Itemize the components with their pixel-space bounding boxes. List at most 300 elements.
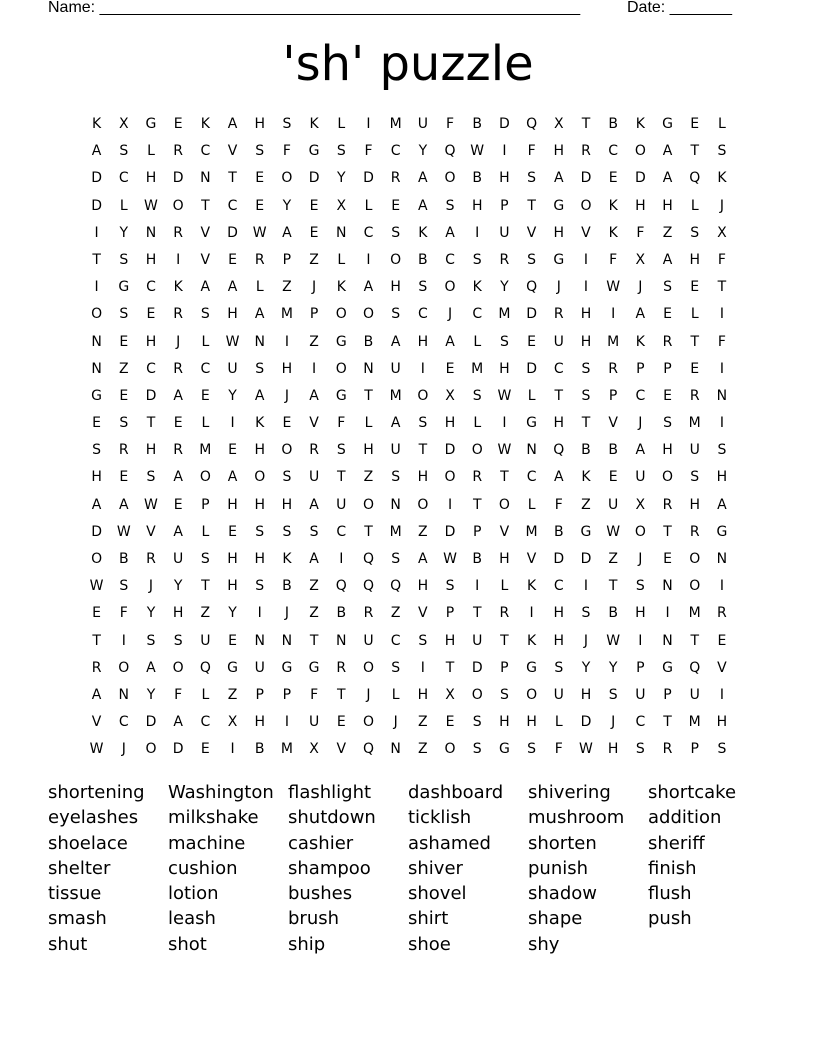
grid-letter[interactable]: S (690, 224, 700, 241)
grid-letter[interactable]: T (663, 714, 672, 731)
grid-letter[interactable]: N (390, 741, 401, 758)
grid-letter[interactable]: I (257, 605, 262, 622)
grid-letter[interactable]: G (553, 251, 565, 268)
grid-letter[interactable]: H (145, 333, 157, 350)
grid-letter[interactable]: F (310, 686, 319, 703)
grid-letter[interactable]: M (389, 116, 402, 132)
grid-letter[interactable]: S (472, 251, 482, 268)
grid-letter[interactable]: U (689, 686, 700, 703)
grid-letter[interactable]: E (309, 224, 319, 241)
grid-letter[interactable]: E (119, 387, 129, 404)
grid-letter[interactable]: P (500, 197, 509, 214)
grid-letter[interactable]: H (254, 496, 265, 513)
grid-letter[interactable]: N (254, 632, 265, 649)
grid-letter[interactable]: O (254, 469, 266, 486)
grid-letter[interactable]: K (309, 116, 319, 132)
grid-letter[interactable]: S (418, 632, 428, 649)
grid-letter[interactable]: D (580, 170, 592, 187)
grid-letter[interactable]: F (554, 741, 563, 758)
grid-letter[interactable]: H (635, 197, 646, 214)
grid-letter[interactable]: J (176, 333, 181, 350)
grid-letter[interactable]: E (200, 741, 210, 758)
grid-letter[interactable]: E (282, 415, 292, 432)
grid-letter[interactable]: L (500, 578, 509, 595)
grid-letter[interactable]: P (500, 659, 509, 676)
grid-letter[interactable]: N (336, 632, 347, 649)
grid-letter[interactable]: R (173, 442, 184, 459)
grid-letter[interactable]: R (309, 442, 319, 459)
grid-letter[interactable]: O (172, 659, 184, 676)
grid-letter[interactable]: Z (309, 578, 319, 595)
grid-letter[interactable]: J (366, 686, 371, 703)
grid-letter[interactable]: I (638, 632, 643, 649)
grid-letter[interactable]: O (689, 578, 701, 595)
grid-letter[interactable]: O (634, 143, 646, 160)
grid-letter[interactable]: T (663, 523, 672, 540)
grid-letter[interactable]: H (417, 686, 429, 703)
grid-letter[interactable]: C (390, 632, 401, 649)
grid-letter[interactable]: O (417, 496, 429, 513)
grid-letter[interactable]: Y (337, 170, 346, 187)
grid-letter[interactable]: N (145, 224, 157, 241)
grid-letter[interactable]: K (92, 116, 102, 132)
grid-letter[interactable]: E (391, 197, 401, 214)
grid-letter[interactable]: E (119, 333, 129, 350)
grid-letter[interactable]: J (284, 605, 289, 622)
grid-letter[interactable]: E (228, 251, 237, 268)
grid-letter[interactable]: P (608, 387, 618, 404)
grid-letter[interactable]: U (308, 714, 320, 731)
grid-letter[interactable]: I (665, 605, 670, 622)
grid-letter[interactable]: H (254, 442, 265, 459)
grid-letter[interactable]: Q (390, 578, 402, 595)
grid-letter[interactable]: S (581, 605, 591, 622)
grid-letter[interactable]: E (608, 170, 618, 187)
grid-letter[interactable]: X (227, 714, 238, 731)
grid-letter[interactable]: T (418, 442, 428, 459)
grid-letter[interactable]: R (608, 360, 619, 377)
grid-letter[interactable]: Z (608, 551, 618, 567)
grid-letter[interactable]: Y (119, 224, 129, 241)
grid-letter[interactable]: D (526, 360, 537, 377)
grid-letter[interactable]: A (553, 170, 564, 187)
grid-letter[interactable]: G (335, 333, 347, 350)
grid-letter[interactable]: S (472, 714, 482, 731)
grid-letter[interactable]: H (390, 279, 401, 296)
grid-letter[interactable]: Z (282, 279, 292, 296)
grid-letter[interactable]: C (118, 714, 129, 731)
grid-letter[interactable]: U (363, 632, 374, 649)
grid-letter[interactable]: T (445, 659, 455, 676)
grid-letter[interactable]: H (553, 605, 565, 622)
grid-letter[interactable]: D (499, 116, 510, 132)
grid-letter[interactable]: I (719, 306, 724, 323)
grid-letter[interactable]: Q (362, 741, 374, 758)
grid-letter[interactable]: U (635, 686, 646, 703)
grid-letter[interactable]: A (254, 306, 265, 323)
grid-letter[interactable]: V (227, 143, 238, 160)
grid-letter[interactable]: I (94, 224, 99, 241)
grid-letter[interactable]: S (119, 143, 129, 160)
grid-letter[interactable]: G (580, 523, 592, 540)
grid-letter[interactable]: I (583, 578, 589, 595)
grid-letter[interactable]: U (390, 442, 401, 459)
grid-letter[interactable]: M (498, 306, 511, 323)
grid-letter[interactable]: K (608, 224, 618, 241)
grid-letter[interactable]: Y (581, 659, 591, 676)
grid-letter[interactable]: L (718, 116, 726, 132)
grid-letter[interactable]: H (254, 116, 265, 132)
grid-letter[interactable]: S (527, 170, 537, 187)
grid-letter[interactable]: T (364, 523, 373, 540)
grid-letter[interactable]: P (636, 659, 645, 676)
grid-letter[interactable]: T (337, 469, 346, 486)
grid-letter[interactable]: B (472, 170, 483, 187)
grid-letter[interactable]: W (497, 442, 512, 459)
grid-letter[interactable]: V (526, 224, 537, 241)
grid-letter[interactable]: T (554, 387, 564, 404)
grid-letter[interactable]: K (336, 279, 346, 296)
grid-letter[interactable]: I (339, 551, 344, 567)
grid-letter[interactable]: A (173, 387, 183, 404)
grid-letter[interactable]: Y (608, 659, 618, 676)
grid-letter[interactable]: P (445, 605, 455, 622)
grid-letter[interactable]: E (690, 116, 700, 132)
grid-letter[interactable]: Z (227, 686, 238, 703)
grid-letter[interactable]: E (445, 714, 455, 731)
grid-letter[interactable]: V (91, 714, 102, 731)
grid-letter[interactable]: H (417, 578, 429, 595)
grid-letter[interactable]: G (91, 387, 103, 404)
grid-letter[interactable]: H (580, 333, 592, 350)
grid-letter[interactable]: B (472, 116, 483, 132)
grid-letter[interactable]: Q (526, 116, 538, 132)
grid-letter[interactable]: I (366, 251, 371, 268)
grid-letter[interactable]: R (499, 605, 510, 622)
grid-letter[interactable]: O (362, 714, 374, 731)
grid-letter[interactable]: J (284, 387, 289, 404)
grid-letter[interactable]: S (527, 251, 537, 268)
grid-letter[interactable]: I (366, 116, 371, 132)
grid-letter[interactable]: H (499, 170, 510, 187)
grid-letter[interactable]: T (472, 605, 482, 622)
grid-letter[interactable]: P (282, 686, 292, 703)
grid-letter[interactable]: K (282, 551, 292, 567)
grid-letter[interactable]: H (254, 714, 265, 731)
grid-letter[interactable]: V (146, 523, 156, 540)
grid-letter[interactable]: D (580, 551, 592, 567)
grid-letter[interactable]: F (717, 251, 726, 268)
grid-letter[interactable]: A (662, 143, 673, 160)
grid-letter[interactable]: F (282, 143, 291, 160)
grid-letter[interactable]: J (638, 279, 643, 296)
grid-letter[interactable]: W (606, 523, 621, 540)
grid-letter[interactable]: T (337, 686, 346, 703)
grid-letter[interactable]: A (227, 469, 238, 486)
grid-letter[interactable]: C (553, 360, 564, 377)
grid-letter[interactable]: R (118, 442, 129, 459)
grid-letter[interactable]: K (472, 279, 482, 296)
grid-letter[interactable]: R (173, 143, 184, 160)
grid-letter[interactable]: A (662, 251, 673, 268)
grid-letter[interactable]: L (119, 197, 128, 214)
grid-letter[interactable]: S (391, 551, 401, 567)
grid-letter[interactable]: C (146, 279, 156, 296)
grid-letter[interactable]: A (173, 523, 183, 540)
grid-letter[interactable]: G (662, 659, 673, 676)
grid-letter[interactable]: J (148, 578, 154, 595)
grid-letter[interactable]: S (581, 360, 591, 377)
grid-letter[interactable]: P (255, 686, 264, 703)
grid-letter[interactable]: J (719, 197, 724, 214)
grid-letter[interactable]: C (553, 578, 564, 595)
grid-letter[interactable]: C (200, 714, 211, 731)
grid-letter[interactable]: D (145, 387, 157, 404)
grid-letter[interactable]: V (499, 523, 510, 540)
grid-letter[interactable]: A (418, 551, 428, 567)
grid-letter[interactable]: B (363, 333, 374, 350)
grid-letter[interactable]: O (471, 686, 483, 703)
grid-letter[interactable]: H (227, 496, 238, 513)
grid-letter[interactable]: A (662, 170, 673, 187)
grid-letter[interactable]: R (254, 251, 265, 268)
grid-letter[interactable]: T (690, 333, 699, 350)
grid-letter[interactable]: P (690, 741, 699, 758)
grid-letter[interactable]: M (688, 415, 701, 432)
grid-letter[interactable]: S (445, 197, 455, 214)
grid-letter[interactable]: V (336, 741, 347, 758)
grid-letter[interactable]: K (527, 632, 537, 649)
grid-letter[interactable]: T (717, 279, 727, 296)
grid-letter[interactable]: A (173, 469, 183, 486)
grid-letter[interactable]: V (200, 224, 211, 241)
grid-letter[interactable]: T (201, 197, 210, 214)
grid-letter[interactable]: O (471, 442, 483, 459)
grid-letter[interactable]: X (553, 116, 564, 132)
grid-letter[interactable]: X (336, 197, 347, 214)
grid-letter[interactable]: U (608, 496, 619, 513)
grid-letter[interactable]: S (336, 442, 346, 459)
grid-letter[interactable]: E (92, 415, 102, 432)
grid-letter[interactable]: H (716, 714, 728, 731)
grid-letter[interactable]: Q (362, 578, 374, 595)
grid-letter[interactable]: U (689, 442, 700, 459)
grid-letter[interactable]: E (663, 551, 672, 567)
grid-letter[interactable]: A (717, 496, 727, 513)
grid-letter[interactable]: H (227, 578, 238, 595)
grid-letter[interactable]: C (635, 714, 646, 731)
grid-letter[interactable]: T (228, 170, 237, 187)
grid-letter[interactable]: D (172, 741, 184, 758)
grid-letter[interactable]: K (635, 116, 645, 132)
grid-letter[interactable]: J (393, 714, 398, 731)
grid-letter[interactable]: H (91, 469, 102, 486)
grid-letter[interactable]: D (363, 170, 374, 187)
grid-letter[interactable]: H (716, 469, 728, 486)
grid-letter[interactable]: A (445, 224, 455, 241)
grid-letter[interactable]: E (717, 632, 727, 649)
grid-letter[interactable]: A (635, 306, 646, 323)
grid-letter[interactable]: A (227, 116, 238, 132)
grid-letter[interactable]: T (472, 496, 482, 513)
grid-letter[interactable]: O (417, 387, 429, 404)
grid-letter[interactable]: S (445, 578, 455, 595)
grid-letter[interactable]: S (146, 469, 156, 486)
grid-letter[interactable]: O (498, 496, 510, 513)
grid-letter[interactable]: M (389, 523, 402, 540)
grid-letter[interactable]: I (176, 251, 181, 268)
grid-letter[interactable]: X (445, 686, 455, 703)
grid-letter[interactable]: H (444, 415, 456, 432)
grid-letter[interactable]: U (390, 360, 401, 377)
grid-letter[interactable]: L (473, 333, 482, 350)
grid-letter[interactable]: M (280, 306, 293, 323)
grid-letter[interactable]: E (527, 333, 537, 350)
grid-letter[interactable]: P (636, 360, 645, 377)
grid-letter[interactable]: X (118, 116, 129, 132)
grid-letter[interactable]: H (580, 686, 592, 703)
grid-letter[interactable]: S (581, 387, 591, 404)
grid-letter[interactable]: I (121, 632, 126, 649)
grid-letter[interactable]: Z (309, 251, 319, 268)
grid-letter[interactable]: B (282, 578, 292, 595)
grid-letter[interactable]: M (280, 741, 293, 758)
grid-letter[interactable]: T (92, 632, 101, 649)
grid-letter[interactable]: M (688, 605, 701, 622)
grid-letter[interactable]: A (445, 333, 455, 350)
grid-letter[interactable]: D (526, 306, 537, 323)
grid-letter[interactable]: L (337, 251, 346, 268)
grid-letter[interactable]: C (227, 197, 238, 214)
grid-letter[interactable]: E (92, 605, 102, 622)
grid-letter[interactable]: O (444, 469, 456, 486)
grid-letter[interactable]: Q (335, 578, 347, 595)
grid-letter[interactable]: Z (418, 714, 428, 731)
grid-letter[interactable]: L (201, 523, 210, 540)
grid-letter[interactable]: B (581, 442, 591, 459)
grid-letter[interactable]: U (254, 659, 265, 676)
grid-letter[interactable]: G (281, 659, 293, 676)
grid-letter[interactable]: H (689, 251, 700, 268)
grid-letter[interactable]: A (390, 333, 401, 350)
grid-letter[interactable]: D (471, 659, 483, 676)
grid-letter[interactable]: Z (418, 523, 428, 540)
grid-letter[interactable]: G (662, 116, 673, 132)
grid-letter[interactable]: F (717, 333, 726, 350)
grid-letter[interactable]: G (308, 659, 320, 676)
grid-letter[interactable]: S (499, 333, 509, 350)
grid-letter[interactable]: S (472, 387, 482, 404)
grid-letter[interactable]: L (255, 279, 264, 296)
grid-letter[interactable]: S (146, 632, 156, 649)
grid-letter[interactable]: I (502, 415, 507, 432)
grid-letter[interactable]: R (363, 605, 374, 622)
grid-letter[interactable]: Y (418, 143, 428, 160)
grid-letter[interactable]: B (608, 442, 618, 459)
grid-letter[interactable]: X (309, 741, 319, 758)
grid-letter[interactable]: Z (662, 224, 673, 241)
grid-letter[interactable]: H (471, 197, 483, 214)
grid-letter[interactable]: H (635, 605, 646, 622)
grid-letter[interactable]: A (254, 387, 265, 404)
grid-letter[interactable]: E (690, 279, 700, 296)
grid-letter[interactable]: K (635, 333, 645, 350)
grid-letter[interactable]: I (420, 659, 425, 676)
grid-letter[interactable]: O (444, 741, 456, 758)
grid-letter[interactable]: E (309, 197, 319, 214)
grid-letter[interactable]: D (444, 442, 456, 459)
grid-letter[interactable]: W (606, 632, 621, 649)
grid-letter[interactable]: B (254, 741, 265, 758)
grid-letter[interactable]: O (362, 659, 374, 676)
grid-letter[interactable]: K (200, 116, 210, 132)
grid-letter[interactable]: P (309, 306, 319, 323)
grid-letter[interactable]: I (475, 578, 480, 595)
grid-letter[interactable]: W (89, 741, 104, 758)
grid-letter[interactable]: D (308, 170, 320, 187)
grid-letter[interactable]: G (498, 741, 510, 758)
grid-letter[interactable]: W (225, 333, 240, 350)
grid-letter[interactable]: S (472, 741, 482, 758)
grid-letter[interactable]: O (199, 469, 211, 486)
grid-letter[interactable]: K (608, 197, 618, 214)
grid-letter[interactable]: V (200, 251, 211, 268)
grid-letter[interactable]: O (145, 741, 157, 758)
grid-letter[interactable]: E (228, 442, 237, 459)
grid-letter[interactable]: O (662, 469, 674, 486)
grid-letter[interactable]: A (91, 686, 102, 703)
grid-letter[interactable]: N (336, 224, 347, 241)
grid-letter[interactable]: S (663, 415, 672, 432)
grid-letter[interactable]: H (145, 170, 157, 187)
grid-letter[interactable]: E (146, 306, 156, 323)
grid-letter[interactable]: S (391, 659, 401, 676)
grid-letter[interactable]: E (173, 415, 183, 432)
grid-letter[interactable]: A (91, 143, 102, 160)
grid-letter[interactable]: E (336, 714, 346, 731)
grid-letter[interactable]: H (145, 251, 157, 268)
grid-letter[interactable]: M (199, 442, 212, 459)
grid-letter[interactable]: R (173, 360, 184, 377)
grid-letter[interactable]: A (227, 279, 238, 296)
grid-letter[interactable]: S (282, 469, 292, 486)
grid-letter[interactable]: N (91, 333, 102, 350)
grid-letter[interactable]: S (717, 741, 727, 758)
grid-letter[interactable]: M (607, 333, 620, 350)
grid-letter[interactable]: V (608, 415, 618, 432)
grid-letter[interactable]: J (312, 279, 317, 296)
grid-letter[interactable]: H (553, 415, 565, 432)
grid-letter[interactable]: D (553, 551, 565, 567)
grid-letter[interactable]: H (662, 197, 673, 214)
grid-letter[interactable]: A (309, 387, 319, 404)
grid-letter[interactable]: V (309, 415, 319, 432)
grid-letter[interactable]: S (690, 469, 700, 486)
grid-letter[interactable]: P (201, 496, 210, 513)
grid-letter[interactable]: X (445, 387, 455, 404)
grid-letter[interactable]: U (227, 360, 238, 377)
grid-letter[interactable]: L (690, 197, 699, 214)
grid-letter[interactable]: L (527, 496, 536, 513)
grid-letter[interactable]: C (336, 523, 347, 540)
grid-letter[interactable]: N (254, 333, 265, 350)
grid-letter[interactable]: J (611, 714, 616, 731)
grid-letter[interactable]: P (663, 360, 672, 377)
grid-letter[interactable]: W (606, 279, 621, 296)
grid-letter[interactable]: X (635, 496, 646, 513)
grid-letter[interactable]: D (91, 170, 102, 187)
grid-letter[interactable]: Q (199, 659, 211, 676)
